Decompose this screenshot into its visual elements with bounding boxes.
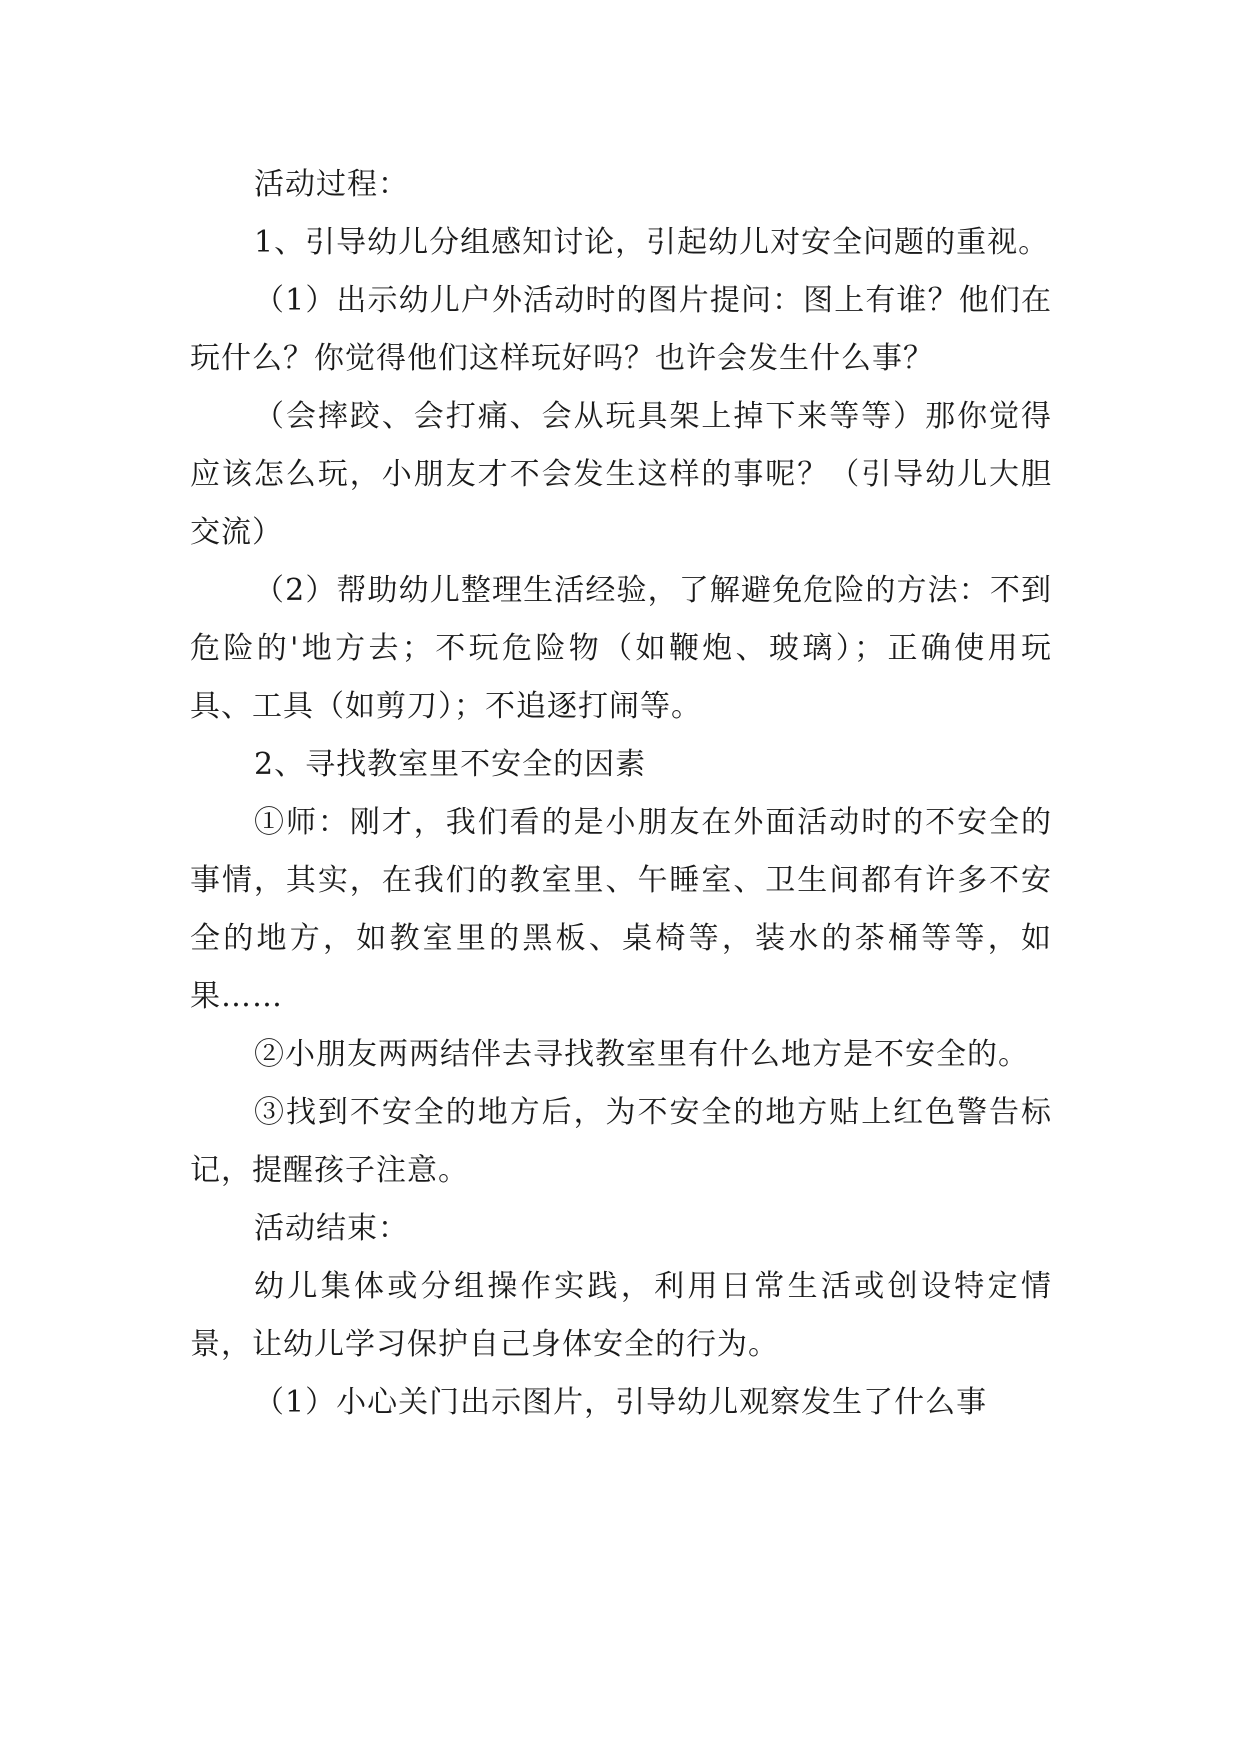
step-2-item-3-paragraph: ③找到不安全的地方后，为不安全的地方贴上红色警告标记，提醒孩子注意。 [190,1095,1052,1188]
step-2-item-2-paragraph: ②小朋友两两结伴去寻找教室里有什么地方是不安全的。 [254,1037,1029,1072]
step-2-item-1-paragraph: ①师：刚才，我们看的是小朋友在外面活动时的不安全的事情，其实，在我们的教室里、午睡室、卫生间都有许多不安全的地方，如教室里的黑板、桌椅等，装水的茶桶等等，如果…… [190,805,1052,1014]
document-body [190,156,1052,1432]
activity-end-sub-1-paragraph: （1）小心关门出示图片，引导幼儿观察发生了什么事 [254,1385,988,1420]
activity-end-paragraph: 幼儿集体或分组操作实践，利用日常生活或创设特定情景，让幼儿学习保护自己身体安全的行为。 [190,1269,1052,1362]
section-heading-activity-end: 活动结束： [254,1211,409,1246]
step-2-paragraph: 2、寻找教室里不安全的因素 [254,747,647,782]
step-1-sub-1-paragraph: （1）出示幼儿户外活动时的图片提问：图上有谁？他们在玩什么？你觉得他们这样玩好吗？也许会发生什么事？ [190,283,1052,376]
step-1-sub-2-paragraph: （2）帮助幼儿整理生活经验，了解避免危险的方法：不到危险的'地方去；不玩危险物（如鞭炮、玻璃）；正确使用玩具、工具（如剪刀）；不追逐打闹等。 [190,573,1052,724]
step-1-sub-1-continued-paragraph: （会摔跤、会打痛、会从玩具架上掉下来等等）那你觉得应该怎么玩，小朋友才不会发生这样的事呢？（引导幼儿大胆交流） [190,399,1052,550]
section-heading-activity-process: 活动过程： [254,167,409,202]
step-1-paragraph: 1、引导幼儿分组感知讨论，引起幼儿对安全问题的重视。 [254,225,1050,260]
